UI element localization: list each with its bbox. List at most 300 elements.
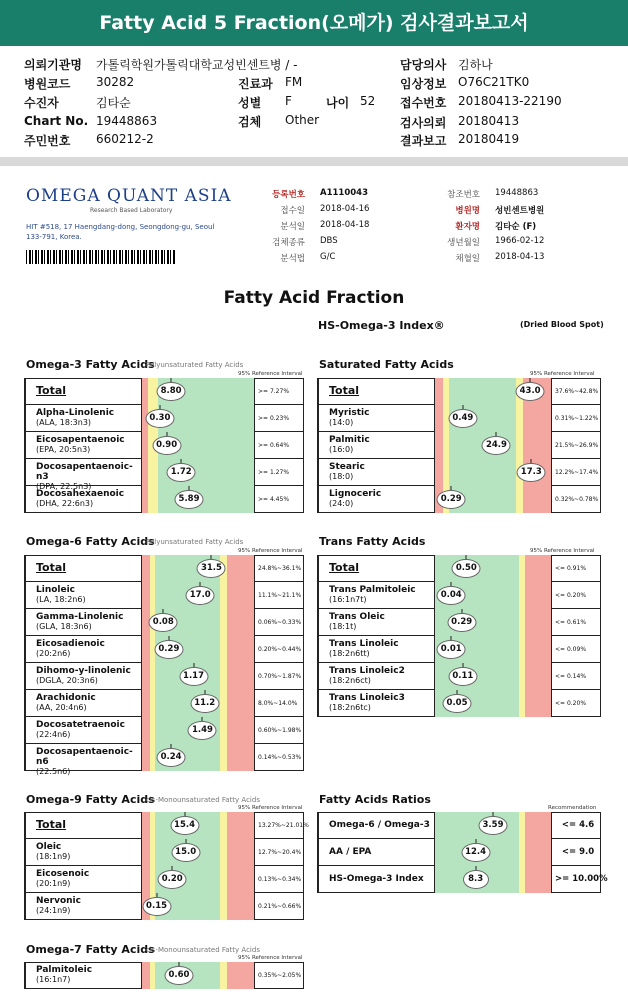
range-segment bbox=[142, 663, 150, 690]
row-name: Dihomo-y-linolenic bbox=[36, 666, 131, 676]
omega6-sub: Polyunsaturated Fatty Acids bbox=[146, 538, 244, 546]
reference-interval: 0.14%~0.53% bbox=[254, 744, 304, 771]
range-segment bbox=[227, 717, 254, 744]
row-subname: (DGLA, 20:3n6) bbox=[36, 676, 98, 685]
reference-interval: <= 0.20% bbox=[551, 690, 601, 717]
range-segment bbox=[142, 690, 150, 717]
range-segment bbox=[227, 744, 254, 771]
row-label bbox=[317, 609, 435, 636]
value-bubble: 24.9 bbox=[482, 436, 511, 455]
row-label bbox=[24, 717, 142, 744]
reference-interval: 12.7%~20.4% bbox=[254, 839, 304, 866]
value-bubble: 0.90 bbox=[152, 436, 181, 455]
institution-label: 의뢰기관명 bbox=[24, 58, 82, 72]
value-bubble: 0.15 bbox=[142, 897, 171, 916]
range-segment bbox=[525, 582, 551, 609]
range-segment bbox=[525, 636, 551, 663]
range-segment bbox=[220, 839, 227, 866]
row-name: Palmitoleic bbox=[36, 965, 93, 975]
reference-interval: <= 4.6 bbox=[551, 812, 601, 839]
dbs-note: (Dried Blood Spot) bbox=[520, 320, 604, 329]
row-label bbox=[24, 744, 142, 776]
range-segment bbox=[227, 893, 254, 920]
reference-interval: 13.27%~21.01% bbox=[254, 812, 304, 839]
reference-interval: 0.31%~1.22% bbox=[551, 405, 601, 432]
table-row bbox=[24, 744, 304, 776]
sex-value: F bbox=[285, 94, 292, 108]
draw-label: 채혈일 bbox=[455, 254, 480, 264]
reference-interval: <= 9.0 bbox=[551, 839, 601, 866]
reg-label: 등록번호 bbox=[272, 190, 305, 200]
range-segment bbox=[220, 717, 227, 744]
recipient-label: 수진자 bbox=[24, 96, 59, 110]
value-bubble: 15.0 bbox=[171, 843, 200, 862]
range-bar bbox=[142, 486, 254, 513]
table-row bbox=[317, 690, 601, 717]
row-name: Myristic bbox=[329, 408, 370, 418]
table-row bbox=[317, 636, 601, 663]
value-bubble: 0.29 bbox=[437, 490, 466, 509]
range-segment bbox=[435, 378, 443, 405]
row-subname: (16:1n7) bbox=[36, 975, 71, 984]
range-bar bbox=[435, 866, 551, 893]
range-bar bbox=[435, 839, 551, 866]
row-label bbox=[317, 866, 435, 893]
lab-address: HIT #518, 17 Haengdang-dong, Seongdong-gu, Seoul 133-791, Korea. bbox=[26, 223, 215, 241]
table-row bbox=[317, 405, 601, 432]
row-subname: (14:0) bbox=[329, 418, 354, 427]
reference-interval: <= 0.20% bbox=[551, 582, 601, 609]
range-segment bbox=[519, 636, 526, 663]
reference-interval: 0.06%~0.33% bbox=[254, 609, 304, 636]
range-segment bbox=[519, 663, 526, 690]
reference-interval: 12.2%~17.4% bbox=[551, 459, 601, 486]
row-subname: (GLA, 18:3n6) bbox=[36, 622, 92, 631]
value-bubble: 0.50 bbox=[452, 559, 481, 578]
range-segment bbox=[525, 555, 551, 582]
table-row bbox=[24, 839, 304, 866]
range-bar bbox=[435, 378, 551, 405]
test-label: 검체 bbox=[238, 115, 262, 129]
range-bar bbox=[142, 459, 254, 486]
row-label bbox=[317, 636, 435, 663]
range-bar bbox=[435, 582, 551, 609]
value-bubble: 1.49 bbox=[188, 721, 217, 740]
recipient-value: 김타순 bbox=[96, 96, 131, 110]
range-segment bbox=[227, 663, 254, 690]
row-name: Trans Oleic bbox=[329, 612, 385, 622]
row-name: Nervonic bbox=[36, 896, 81, 906]
row-label bbox=[24, 459, 142, 491]
range-segment bbox=[519, 609, 526, 636]
range-segment bbox=[435, 459, 443, 486]
table-row bbox=[24, 663, 304, 690]
row-subname: (22:5n6) bbox=[36, 767, 71, 776]
reference-interval: 21.5%~26.9% bbox=[551, 432, 601, 459]
range-segment bbox=[220, 609, 227, 636]
hospital-code-label: 병원코드 bbox=[24, 77, 71, 91]
row-subname: (20:1n9) bbox=[36, 879, 71, 888]
value-bubble: 0.08 bbox=[149, 613, 178, 632]
table-row bbox=[24, 893, 304, 920]
receipt-value: 20180413-22190 bbox=[458, 94, 562, 108]
range-segment bbox=[519, 866, 526, 893]
row-name: Total bbox=[36, 561, 67, 574]
range-segment bbox=[519, 582, 526, 609]
value-bubble: 15.4 bbox=[170, 816, 199, 835]
recv-label: 접수일 bbox=[280, 206, 305, 216]
omega9-sub: cis-Monounsaturated Fatty Acids bbox=[146, 796, 260, 804]
table-row bbox=[24, 405, 304, 432]
value-bubble: 8.80 bbox=[157, 382, 186, 401]
range-segment bbox=[525, 663, 551, 690]
resident-label: 주민번호 bbox=[24, 134, 71, 148]
row-label bbox=[317, 486, 435, 513]
row-label bbox=[317, 378, 435, 405]
range-segment bbox=[142, 717, 150, 744]
clinic-info-value: O76C21TK0 bbox=[458, 75, 530, 89]
specimen-label: 검체종류 bbox=[272, 238, 305, 248]
row-subname: (ALA, 18:3n3) bbox=[36, 418, 92, 427]
range-bar bbox=[142, 962, 254, 989]
range-segment bbox=[523, 405, 551, 432]
range-segment bbox=[227, 812, 254, 839]
range-bar bbox=[142, 432, 254, 459]
value-bubble: 0.24 bbox=[157, 748, 186, 767]
value-bubble: 5.89 bbox=[175, 490, 204, 509]
chart-label: Chart No. bbox=[24, 114, 89, 128]
row-label bbox=[24, 812, 142, 839]
test-value: Other bbox=[285, 113, 320, 127]
value-bubble: 0.29 bbox=[154, 640, 183, 659]
row-name: Omega-6 / Omega-3 bbox=[329, 820, 430, 830]
row-name: Trans Linoleic3 bbox=[329, 693, 405, 703]
range-segment bbox=[142, 555, 150, 582]
value-bubble: 17.3 bbox=[517, 463, 546, 482]
institution-value: 가톨릭학원가톨릭대학교성빈센트병 / - bbox=[96, 58, 298, 72]
omega9-ref-header: 95% Reference Interval bbox=[238, 805, 303, 811]
row-name: Eicosadienoic bbox=[36, 639, 105, 649]
hosp-value: 성빈센트병원 bbox=[495, 206, 545, 216]
row-label bbox=[24, 893, 142, 920]
row-subname: (24:1n9) bbox=[36, 906, 71, 915]
row-label bbox=[317, 555, 435, 582]
range-bar bbox=[435, 663, 551, 690]
row-subname: (20:2n6) bbox=[36, 649, 71, 658]
row-subname: (LA, 18:2n6) bbox=[36, 595, 86, 604]
row-name: Alpha-Linolenic bbox=[36, 408, 115, 418]
row-label bbox=[24, 866, 142, 893]
row-subname: (24:0) bbox=[329, 499, 354, 508]
table-row bbox=[317, 555, 601, 582]
row-label bbox=[24, 663, 142, 690]
table-row bbox=[24, 866, 304, 893]
reference-interval: 37.6%~42.8% bbox=[551, 378, 601, 405]
reference-interval: 0.32%~0.78% bbox=[551, 486, 601, 513]
clinic-info-label: 임상정보 bbox=[400, 77, 447, 91]
range-segment bbox=[227, 962, 254, 989]
range-bar bbox=[435, 555, 551, 582]
row-label bbox=[317, 459, 435, 486]
range-bar bbox=[435, 812, 551, 839]
range-segment bbox=[525, 812, 551, 839]
value-bubble: 1.72 bbox=[167, 463, 196, 482]
row-label bbox=[24, 582, 142, 609]
row-subname: (16:0) bbox=[329, 445, 354, 454]
range-bar bbox=[435, 405, 551, 432]
reference-interval: 0.13%~0.34% bbox=[254, 866, 304, 893]
ratios-rec-header: Recommendation bbox=[548, 805, 597, 811]
range-segment bbox=[142, 582, 150, 609]
range-segment bbox=[220, 636, 227, 663]
row-label bbox=[24, 405, 142, 432]
range-segment bbox=[220, 812, 227, 839]
row-name: Docosatetraenoic bbox=[36, 720, 125, 730]
range-segment bbox=[523, 486, 551, 513]
value-bubble: 0.49 bbox=[448, 409, 477, 428]
range-segment bbox=[227, 636, 254, 663]
doctor-label: 담당의사 bbox=[400, 58, 447, 72]
age-label: 나이 bbox=[326, 96, 350, 110]
range-segment bbox=[519, 690, 526, 717]
omega7-title: Omega-7 Fatty Acids bbox=[26, 943, 155, 956]
row-subname: (18:0) bbox=[329, 472, 354, 481]
row-label bbox=[24, 609, 142, 636]
row-name: Eicosenoic bbox=[36, 869, 90, 879]
row-name: Docosahexaenoic bbox=[36, 489, 125, 499]
draw-value: 2018-04-13 bbox=[495, 252, 545, 262]
range-segment bbox=[158, 486, 254, 513]
range-segment bbox=[142, 744, 150, 771]
range-segment bbox=[227, 866, 254, 893]
reference-interval: <= 0.14% bbox=[551, 663, 601, 690]
row-subname: (EPA, 20:5n3) bbox=[36, 445, 91, 454]
table-row bbox=[24, 690, 304, 717]
row-label bbox=[24, 690, 142, 717]
table-row bbox=[317, 866, 608, 893]
range-segment bbox=[142, 962, 150, 989]
reference-interval: 8.0%~14.0% bbox=[254, 690, 304, 717]
main-title: Fatty Acid Fraction bbox=[223, 288, 405, 308]
request-value: 20180413 bbox=[458, 114, 520, 128]
row-name: Trans Linoleic2 bbox=[329, 666, 405, 676]
row-subname: (18:2n6tc) bbox=[329, 703, 371, 712]
value-bubble: 0.01 bbox=[437, 640, 466, 659]
table-row bbox=[317, 459, 601, 486]
range-bar bbox=[142, 405, 254, 432]
value-bubble: 0.04 bbox=[437, 586, 466, 605]
omega3-title: Omega-3 Fatty Acids bbox=[26, 358, 155, 371]
table-row bbox=[317, 432, 601, 459]
row-label bbox=[24, 636, 142, 663]
range-segment bbox=[227, 555, 254, 582]
patient-value: 김타순 (F) bbox=[495, 222, 537, 232]
row-name: Lignoceric bbox=[329, 489, 382, 499]
range-segment bbox=[516, 432, 523, 459]
table-row bbox=[24, 636, 304, 663]
table-row bbox=[24, 962, 304, 989]
table-row bbox=[24, 555, 304, 582]
range-bar bbox=[142, 609, 254, 636]
subtitle: HS-Omega-3 Index® bbox=[318, 319, 445, 332]
range-bar bbox=[142, 893, 254, 920]
lab-meta bbox=[0, 0, 628, 270]
row-label bbox=[24, 378, 142, 405]
ratios-title: Fatty Acids Ratios bbox=[319, 793, 431, 806]
range-segment bbox=[227, 582, 254, 609]
row-name: Total bbox=[36, 818, 67, 831]
row-subname: (18:1t) bbox=[329, 622, 357, 631]
method-value: G/C bbox=[320, 252, 336, 262]
row-name: Total bbox=[329, 561, 360, 574]
table-row bbox=[317, 609, 601, 636]
row-name: AA / EPA bbox=[329, 847, 372, 857]
range-bar bbox=[142, 744, 254, 771]
department-value: FM bbox=[285, 75, 303, 89]
ref-value: 19448863 bbox=[495, 188, 539, 198]
table-row bbox=[24, 609, 304, 636]
omega7-sub: cis-Monounsaturated Fatty Acids bbox=[146, 946, 260, 954]
range-bar bbox=[435, 690, 551, 717]
table-row bbox=[317, 663, 601, 690]
doctor-value: 김하나 bbox=[458, 58, 493, 72]
reference-interval: >= 4.45% bbox=[254, 486, 304, 513]
trans-title: Trans Fatty Acids bbox=[319, 535, 426, 548]
row-label bbox=[24, 555, 142, 582]
range-segment bbox=[519, 839, 526, 866]
value-bubble: 0.20 bbox=[158, 870, 187, 889]
row-subname: (16:1n7t) bbox=[329, 595, 367, 604]
table-row bbox=[317, 378, 601, 405]
reference-interval: >= 0.23% bbox=[254, 405, 304, 432]
range-segment bbox=[227, 839, 254, 866]
range-segment bbox=[519, 555, 526, 582]
row-name: Palmitic bbox=[329, 435, 370, 445]
anal-value: 2018-04-18 bbox=[320, 220, 370, 230]
range-bar bbox=[435, 636, 551, 663]
ref-label: 참조번호 bbox=[447, 190, 480, 200]
reference-interval: >= 10.00% bbox=[551, 866, 601, 893]
row-label bbox=[24, 486, 142, 513]
value-bubble: 0.60 bbox=[164, 966, 193, 985]
row-subname: (AA, 20:4n6) bbox=[36, 703, 87, 712]
table-row bbox=[24, 582, 304, 609]
row-name: Docosapentaenoic-n6 bbox=[36, 747, 133, 767]
row-name: Arachidonic bbox=[36, 693, 96, 703]
row-label bbox=[317, 690, 435, 717]
receipt-label: 접수번호 bbox=[400, 96, 447, 110]
range-segment bbox=[435, 432, 443, 459]
range-segment bbox=[220, 663, 227, 690]
hospital-code-value: 30282 bbox=[96, 75, 135, 89]
value-bubble: 0.05 bbox=[443, 694, 472, 713]
dob-value: 1966-02-12 bbox=[495, 236, 545, 246]
value-bubble: 0.11 bbox=[448, 667, 477, 686]
row-label bbox=[317, 582, 435, 609]
row-name: Trans Palmitoleic bbox=[329, 585, 416, 595]
table-row bbox=[24, 486, 304, 513]
table-row bbox=[317, 812, 601, 839]
value-bubble: 0.30 bbox=[145, 409, 174, 428]
range-bar bbox=[142, 636, 254, 663]
range-segment bbox=[525, 609, 551, 636]
hosp-label: 병원명 bbox=[455, 206, 480, 216]
reference-interval: 24.8%~36.1% bbox=[254, 555, 304, 582]
row-label bbox=[24, 432, 142, 459]
omega3-ref-header: 95% Reference Interval bbox=[238, 371, 303, 377]
saturated-title: Saturated Fatty Acids bbox=[319, 358, 454, 371]
value-bubble: 12.4 bbox=[461, 843, 490, 862]
patient-label: 환자명 bbox=[455, 222, 480, 232]
reference-interval: 11.1%~21.1% bbox=[254, 582, 304, 609]
row-label bbox=[317, 663, 435, 690]
value-bubble: 11.2 bbox=[190, 694, 219, 713]
table-row bbox=[24, 812, 309, 839]
row-label bbox=[24, 839, 142, 866]
row-subname: (18:1n9) bbox=[36, 852, 71, 861]
department-label: 진료과 bbox=[238, 77, 273, 91]
range-bar bbox=[142, 555, 254, 582]
range-segment bbox=[220, 866, 227, 893]
range-bar bbox=[435, 432, 551, 459]
row-subname: (18:2n6ct) bbox=[329, 676, 371, 685]
lab-logo-sub: Research Based Laboratory bbox=[90, 207, 173, 214]
table-row bbox=[317, 486, 601, 513]
specimen-value: DBS bbox=[320, 236, 338, 246]
request-label: 검사의뢰 bbox=[400, 116, 447, 130]
range-segment bbox=[142, 866, 150, 893]
range-segment bbox=[148, 459, 158, 486]
range-segment bbox=[525, 690, 551, 717]
reference-interval: 0.35%~2.05% bbox=[254, 962, 304, 989]
range-bar bbox=[435, 609, 551, 636]
range-bar bbox=[142, 582, 254, 609]
range-bar bbox=[142, 839, 254, 866]
reference-interval: >= 0.64% bbox=[254, 432, 304, 459]
range-segment bbox=[516, 486, 523, 513]
report-date-value: 20180419 bbox=[458, 132, 520, 146]
table-row bbox=[317, 839, 601, 866]
range-segment bbox=[142, 812, 150, 839]
omega3-sub: Polyunsaturated Fatty Acids bbox=[146, 361, 244, 369]
row-subname: (18:2n6tt) bbox=[329, 649, 370, 658]
range-segment bbox=[220, 962, 227, 989]
range-bar bbox=[142, 866, 254, 893]
row-name: Trans Linoleic bbox=[329, 639, 399, 649]
omega7-ref-header: 95% Reference Interval bbox=[238, 955, 303, 961]
range-segment bbox=[449, 378, 516, 405]
range-segment bbox=[449, 459, 516, 486]
range-segment bbox=[227, 690, 254, 717]
omega6-title: Omega-6 Fatty Acids bbox=[26, 535, 155, 548]
value-bubble: 0.29 bbox=[447, 613, 476, 632]
reference-interval: 0.21%~0.66% bbox=[254, 893, 304, 920]
row-subname: (DPA, 22:5n3) bbox=[36, 482, 92, 491]
range-segment bbox=[220, 744, 227, 771]
range-bar bbox=[435, 486, 551, 513]
range-bar bbox=[435, 459, 551, 486]
value-bubble: 31.5 bbox=[197, 559, 226, 578]
row-name: Total bbox=[36, 384, 67, 397]
range-bar bbox=[142, 663, 254, 690]
value-bubble: 17.0 bbox=[186, 586, 215, 605]
value-bubble: 1.17 bbox=[179, 667, 208, 686]
table-row bbox=[24, 432, 304, 459]
range-bar bbox=[142, 690, 254, 717]
row-name: Docosapentaenoic-n3 bbox=[36, 462, 133, 482]
reference-interval: 0.20%~0.44% bbox=[254, 636, 304, 663]
range-segment bbox=[220, 582, 227, 609]
